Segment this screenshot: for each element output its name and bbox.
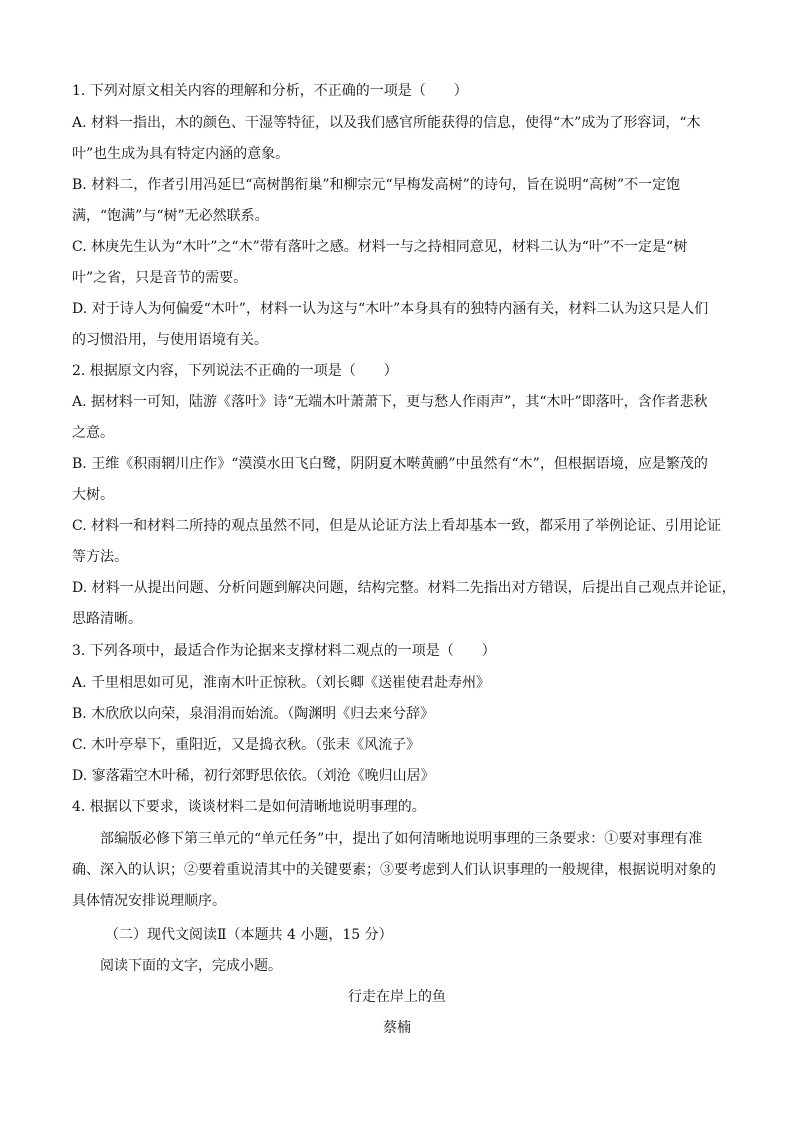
- q1-option-b-cont: 满，“饱满”与“树”无必然联系。: [72, 208, 269, 224]
- q2-option-a-cont: 之意。: [72, 425, 114, 441]
- q1-option-b: B. 材料二，作者引用冯延巳“高树鹊衔巢”和柳宗元“早梅发高树”的诗句，旨在说明“高树”不一定饱: [72, 177, 681, 193]
- q4-material-line-3: 具体情况安排说理顺序。: [72, 893, 226, 909]
- q2-option-b-cont: 大树。: [72, 487, 114, 503]
- article-title: 行走在岸上的鱼: [348, 989, 446, 1005]
- article-author: 蔡楠: [383, 1020, 411, 1036]
- section-heading: （二）现代文阅读Ⅱ（本题共 4 小题，15 分）: [105, 927, 393, 943]
- q3-option-b: B. 木欣欣以向荣，泉涓涓而始流。（陶渊明《归去来兮辞》: [72, 706, 435, 722]
- q2-option-b: B. 王维《积雨辋川庄作》“漠漠水田飞白鹭，阴阴夏木啭黄鹂”中虽然有“木”，但根据语境，应是繁茂的: [72, 456, 708, 472]
- q1-option-d: D. 对于诗人为何偏爱“木叶”，材料一认为这与“木叶”本身具有的独特内涵有关，材料二认为这只是人们: [72, 301, 709, 317]
- q2-option-c-cont: 等方法。: [72, 549, 128, 565]
- q2-option-a: A. 据材料一可知，陆游《落叶》诗“无端木叶萧萧下，更与愁人作雨声”，其“木叶”即落叶，含作者悲秋: [72, 394, 708, 410]
- q2-option-c: C. 材料一和材料二所持的观点虽然不同，但是从论证方法上看却基本一致，都采用了举例论证、引用论证: [72, 518, 722, 534]
- q1-option-a: A. 材料一指出，木的颜色、干湿等特征，以及我们感官所能获得的信息，使得“木”成为了形容词，“木: [72, 115, 701, 131]
- q3-stem: 3. 下列各项中，最适合作为论据来支撑材料二观点的一项是（ ）: [72, 643, 496, 659]
- q3-option-d: D. 寥落霜空木叶稀，初行郊野思依依。（刘沧《晚归山居》: [72, 768, 435, 784]
- q4-material-line-1: 部编版必修下第三单元的“单元任务”中，提出了如何清晰地说明事理的三条要求：①要对事理有准: [100, 831, 703, 847]
- q1-option-c-cont: 叶”之省，只是音节的需要。: [72, 270, 248, 286]
- section-instruction: 阅读下面的文字，完成小题。: [100, 958, 282, 974]
- q2-stem: 2. 根据原文内容，下列说法不正确的一项是（ ）: [72, 363, 398, 379]
- q3-option-c: C. 木叶亭皋下，重阳近，又是捣衣秋。（张耒《风流子》: [72, 737, 421, 753]
- q1-option-c: C. 林庚先生认为“木叶”之“木”带有落叶之感。材料一与之持相同意见，材料二认为“叶”不一定是“树: [72, 239, 688, 255]
- q1-option-d-cont: 的习惯沿用，与使用语境有关。: [72, 332, 268, 348]
- q1-stem: 1. 下列对原文相关内容的理解和分析，不正确的一项是（ ）: [72, 83, 468, 99]
- q1-option-a-cont: 叶”也生成为具有特定内涵的意象。: [72, 146, 290, 162]
- q3-option-a: A. 千里相思如可见，淮南木叶正惊秋。（刘长卿《送崔使君赴寿州》: [72, 675, 491, 691]
- q2-option-d-cont: 思路清晰。: [72, 611, 142, 627]
- q4-stem: 4. 根据以下要求，谈谈材料二是如何清晰地说明事理的。: [72, 799, 426, 815]
- q2-option-d: D. 材料一从提出问题、分析问题到解决问题，结构完整。材料二先指出对方错误，后提出自己观点并论证，: [72, 580, 736, 596]
- q4-material-line-2: 确、深入的认识；②要着重说清其中的关键要素；③要考虑到人们认识事理的一般规律，根据说明对象的: [72, 862, 716, 878]
